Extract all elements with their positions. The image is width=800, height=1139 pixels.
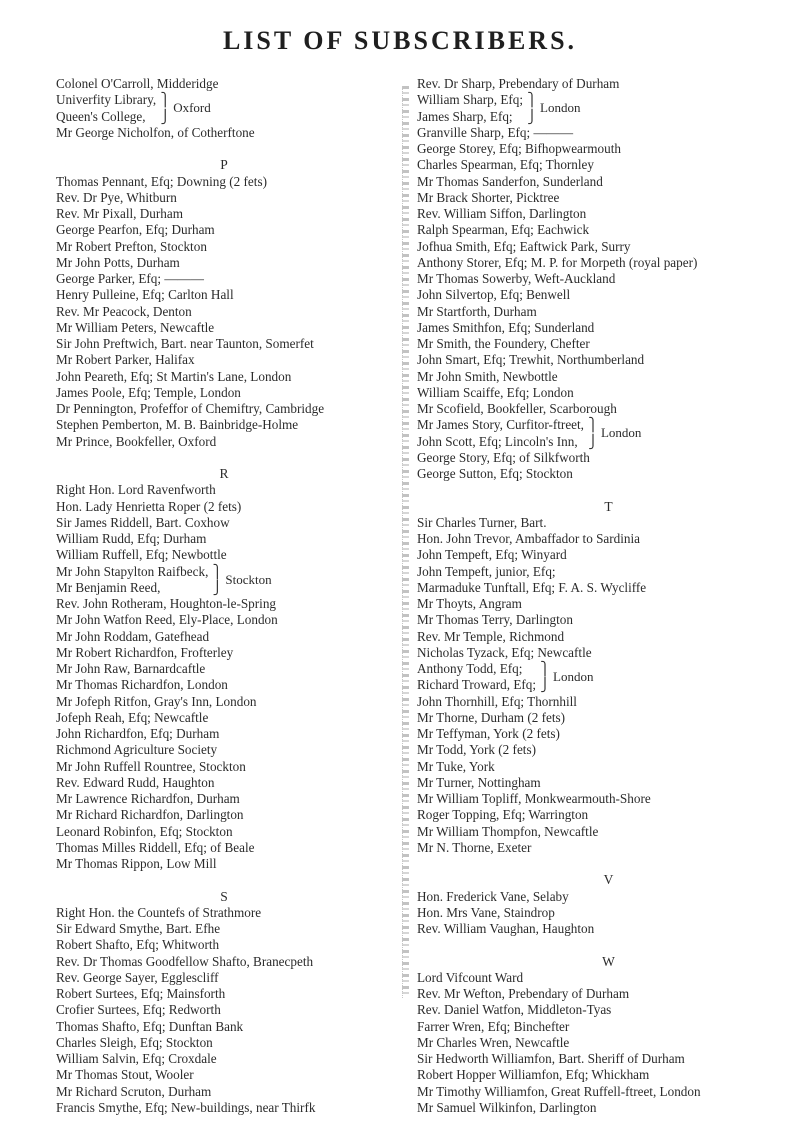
brace-icon: ⎫ ⎭ <box>527 92 537 124</box>
subscriber-entry: Mr Turner, Nottingham <box>417 774 541 790</box>
shared-location: London <box>540 100 581 116</box>
subscriber-entry: Farrer Wren, Efq; Binchefter <box>417 1018 570 1034</box>
subscriber-entry: Mr William Peters, Newcaftle <box>56 319 215 335</box>
subscriber-entry: Mr Richard Richardfon, Darlington <box>56 807 244 823</box>
subscriber-entry: Rev. William Vaughan, Haughton <box>417 921 595 936</box>
subscriber-entry: Mr Thomas Terry, Darlington <box>417 612 573 628</box>
subscriber-entry: Mr Startforth, Durham <box>417 303 537 319</box>
subscriber-entry: Marmaduke Tunftall, Efq; F. A. S. Wycliffe <box>417 579 647 595</box>
subscriber-column-left <box>56 76 392 1116</box>
subscriber-entry: Rev. Mr Wefton, Prebendary of Durham <box>417 986 630 1001</box>
subscriber-entry: Mr Thomas Sowerby, Weft-Auckland <box>417 271 616 286</box>
subscriber-entry: Mr Thomas Richardfon, London <box>56 677 228 693</box>
section-letter-heading: T <box>604 498 613 514</box>
subscriber-entry: Univerfity Library, <box>56 92 157 108</box>
subscriber-entry: Rev. William Siffon, Darlington <box>417 206 587 221</box>
subscriber-entry: John Thornhill, Efq; Thornhill <box>417 693 577 709</box>
subscriber-entry: Mr John Ruffell Rountree, Stockton <box>56 758 246 774</box>
subscriber-entry: John Peareth, Efq; St Martin's Lane, London <box>56 368 292 384</box>
subscriber-entry: Mr Thomas Sanderfon, Sunderland <box>417 173 603 189</box>
subscriber-entry: Rev. Dr Thomas Goodfellow Shafto, Branecpeth <box>56 953 314 969</box>
subscriber-entry: Mr John Watfon Reed, Ely-Place, London <box>56 612 278 628</box>
bracketed-subscriber-group <box>417 661 800 694</box>
section-letter-heading: W <box>602 953 615 969</box>
subscriber-entry: Mr William Topliff, Monkwearmouth-Shore <box>417 791 651 806</box>
subscriber-entry: Mr Timothy Williamfon, Great Ruffell-ftreet, London <box>417 1083 701 1099</box>
subscriber-entry: Mr John Potts, Durham <box>56 254 180 270</box>
subscriber-entry: Rev. Mr Temple, Richmond <box>417 628 565 644</box>
subscriber-entry: Mr William Thompfon, Newcaftle <box>417 823 599 839</box>
subscriber-entry: James Smithfon, Efq; Sunderland <box>417 319 595 335</box>
subscriber-entry: Rev. Mr Pixall, Durham <box>56 206 183 221</box>
shared-location: London <box>553 669 594 684</box>
column-divider-ornament <box>402 86 409 998</box>
subscriber-entry: Anthony Storer, Efq; M. P. for Morpeth (royal paper) <box>417 254 698 270</box>
subscriber-entry: Hon. Lady Henrietta Roper (2 fets) <box>56 498 242 514</box>
bracketed-subscriber-group <box>56 92 392 125</box>
subscriber-entry: Mr N. Thorne, Exeter <box>417 839 532 855</box>
subscriber-entry: Mr Tuke, York <box>417 758 495 774</box>
subscriber-entry: William Ruffell, Efq; Newbottle <box>56 547 227 563</box>
subscriber-entry: Hon. John Trevor, Ambaffador to Sardinia <box>417 531 641 546</box>
subscriber-entry: Mr Scofield, Bookfeller, Scarborough <box>417 401 617 416</box>
section-spacer <box>56 872 392 888</box>
subscriber-entry: Sir John Preftwich, Bart. near Taunton, Somerfet <box>56 336 314 351</box>
section-letter-heading: S <box>220 888 228 904</box>
subscriber-entry: Sir James Riddell, Bart. Coxhow <box>56 514 230 530</box>
subscriber-entry: Right Hon. the Countefs of Strathmore <box>56 904 262 920</box>
subscriber-entry: Sir Edward Smythe, Bart. Efhe <box>56 921 221 936</box>
subscriber-entry: George Pearfon, Efq; Durham <box>56 222 215 238</box>
subscriber-entry: Thomas Milles Riddell, Efq; of Beale <box>56 839 255 855</box>
subscriber-entry: Mr John Roddam, Gatefhead <box>56 628 210 644</box>
subscriber-entry: Mr John Stapylton Raifbeck, <box>56 563 209 579</box>
subscriber-entry: George Sutton, Efq; Stockton <box>417 466 573 481</box>
subscriber-entry: James Sharp, Efq; <box>417 108 513 124</box>
subscriber-entry: Thomas Pennant, Efq; Downing (2 fets) <box>56 173 267 189</box>
subscriber-entry: Mr James Story, Curfitor-ftreet, <box>417 417 584 433</box>
subscriber-entry: Robert Hopper Williamfon, Efq; Whickham <box>417 1067 650 1083</box>
subscriber-entry: Stephen Pemberton, M. B. Bainbridge-Holme <box>56 417 299 433</box>
subscriber-entry: Rev. Dr Pye, Whitburn <box>56 189 177 205</box>
subscriber-entry: John Richardfon, Efq; Durham <box>56 726 220 741</box>
subscriber-entry: Mr Todd, York (2 fets) <box>417 742 536 758</box>
subscriber-entry: Granville Sharp, Efq; ——— <box>417 124 574 140</box>
subscriber-entry: George Storey, Efq; Bifhopwearmouth <box>417 141 621 156</box>
subscriber-entry: Francis Smythe, Efq; New-buildings, near Thirfk <box>56 1099 316 1115</box>
subscriber-entry: Anthony Todd, Efq; <box>417 661 523 676</box>
subscriber-entry: Ralph Spearman, Efq; Eachwick <box>417 222 590 238</box>
brace-icon: ⎫ ⎭ <box>160 92 171 124</box>
subscriber-entry: Mr Thoyts, Angram <box>417 596 522 611</box>
subscriber-entry: Nicholas Tyzack, Efq; Newcaftle <box>417 644 592 660</box>
section-letter-heading: V <box>603 872 614 888</box>
subscriber-entry: Mr Lawrence Richardfon, Durham <box>56 791 240 806</box>
subscriber-entry: Lord Vifcount Ward <box>417 969 524 985</box>
subscriber-entry: Jofhua Smith, Efq; Eaftwick Park, Surry <box>417 238 631 254</box>
subscriber-entry: Sir Hedworth Williamfon, Bart. Sheriff of Durham <box>417 1051 685 1066</box>
section-spacer <box>417 937 800 953</box>
subscriber-entry: Queen's College, <box>56 108 146 124</box>
subscriber-entry: William Sharp, Efq; <box>417 92 524 108</box>
subscriber-entry: Rev. George Sayer, Egglescliff <box>56 969 219 985</box>
subscriber-entry: Jofeph Reah, Efq; Newcaftle <box>56 709 209 725</box>
subscriber-entry: Sir Charles Turner, Bart. <box>417 514 547 530</box>
subscriber-entry: Richmond Agriculture Society <box>56 742 218 758</box>
subscriber-entry: Mr Jofeph Ritfon, Gray's Inn, London <box>56 693 257 709</box>
subscriber-entry: Mr John Smith, Newbottle <box>417 368 558 384</box>
subscriber-entry: John Silvertop, Efq; Benwell <box>417 287 571 303</box>
subscriber-entry: Mr Samuel Wilkinfon, Darlington <box>417 1099 597 1115</box>
subscriber-entry: Hon. Frederick Vane, Selaby <box>417 888 569 904</box>
subscriber-entry: Mr Benjamin Reed, <box>56 579 161 595</box>
subscriber-entry: Mr Robert Parker, Halifax <box>56 352 195 368</box>
subscriber-entry: William Scaiffe, Efq; London <box>417 384 574 400</box>
subscriber-entry: Roger Topping, Efq; Warrington <box>417 807 589 823</box>
brace-icon: ⎫ ⎭ <box>588 417 598 449</box>
subscriber-entry: Hon. Mrs Vane, Staindrop <box>417 904 555 920</box>
subscriber-entry: Rev. John Rotheram, Houghton-le-Spring <box>56 596 277 611</box>
subscriber-entry: Leonard Robinfon, Efq; Stockton <box>56 823 233 839</box>
subscriber-entry: Rev. Daniel Watfon, Middleton-Tyas <box>417 1002 612 1018</box>
bracketed-subscriber-group <box>56 564 392 597</box>
subscriber-entry: Dr Pennington, Profeffor of Chemiftry, Cambridge <box>56 401 325 416</box>
subscriber-entry: John Tempeft, junior, Efq; <box>417 563 556 579</box>
section-spacer <box>56 141 392 157</box>
subscriber-entry: Mr Prince, Bookfeller, Oxford <box>56 433 217 449</box>
subscriber-entry: Mr Robert Prefton, Stockton <box>56 238 207 254</box>
subscriber-entry: Mr George Nicholfon, of Cotherftone <box>56 124 255 140</box>
subscriber-entry: Mr Thomas Stout, Wooler <box>56 1067 194 1083</box>
subscriber-entry: Mr Robert Richardfon, Frofterley <box>56 644 234 660</box>
subscriber-entry: John Tempeft, Efq; Winyard <box>417 547 567 563</box>
subscriber-entry: Charles Spearman, Efq; Thornley <box>417 157 595 173</box>
bracketed-subscriber-group <box>417 92 800 125</box>
subscriber-entry: Mr Smith, the Foundery, Chefter <box>417 336 590 351</box>
subscriber-entry: Henry Pulleine, Efq; Carlton Hall <box>56 287 234 303</box>
subscriber-entry: George Story, Efq; of Silkfworth <box>417 449 590 465</box>
section-letter-heading: P <box>220 157 228 173</box>
subscriber-entry: James Poole, Efq; Temple, London <box>56 384 241 400</box>
subscriber-entry: Rev. Edward Rudd, Haughton <box>56 774 215 790</box>
subscriber-entry: Crofier Surtees, Efq; Redworth <box>56 1002 221 1018</box>
shared-location: Oxford <box>173 100 211 116</box>
section-spacer <box>56 450 392 466</box>
section-spacer <box>417 856 800 872</box>
subscriber-entry: Rev. Dr Sharp, Prebendary of Durham <box>417 76 620 91</box>
subscriber-column-right <box>417 76 800 1116</box>
subscriber-entry: John Scott, Efq; Lincoln's Inn, <box>417 433 578 449</box>
bracketed-subscriber-group <box>417 417 800 450</box>
shared-location: London <box>600 425 642 441</box>
subscriber-entry: Colonel O'Carroll, Midderidge <box>56 76 219 91</box>
subscriber-entry: John Smart, Efq; Trewhit, Northumberland <box>417 352 645 368</box>
subscriber-entry: Mr Teffyman, York (2 fets) <box>417 726 560 741</box>
subscriber-entry: Mr John Raw, Barnardcaftle <box>56 661 206 676</box>
brace-icon: ⎫ ⎭ <box>540 661 550 693</box>
subscriber-entry: George Parker, Efq; ——— <box>56 271 204 286</box>
subscriber-entry: Mr Thomas Rippon, Low Mill <box>56 856 217 871</box>
subscriber-entry: Thomas Shafto, Efq; Dunftan Bank <box>56 1018 244 1034</box>
shared-location: Stockton <box>225 571 272 587</box>
subscriber-entry: Mr Richard Scruton, Durham <box>56 1083 212 1099</box>
section-letter-heading: R <box>219 466 229 481</box>
subscriber-entry: William Rudd, Efq; Durham <box>56 531 207 546</box>
page-title: LIST OF SUBSCRIBERS. <box>222 26 578 55</box>
subscriber-entry: Rev. Mr Peacock, Denton <box>56 303 192 319</box>
subscriber-entry: William Salvin, Efq; Croxdale <box>56 1051 217 1066</box>
subscriber-entry: Mr Charles Wren, Newcaftle <box>417 1034 570 1050</box>
subscriber-entry: Charles Sleigh, Efq; Stockton <box>56 1034 213 1050</box>
subscriber-entry: Mr Brack Shorter, Picktree <box>417 189 560 205</box>
subscriber-entry: Robert Shafto, Efq; Whitworth <box>56 937 220 953</box>
subscriber-entry: Richard Troward, Efq; <box>417 677 537 693</box>
subscriber-entry: Robert Surtees, Efq; Mainsforth <box>56 986 226 1001</box>
section-spacer <box>417 482 800 498</box>
subscriber-entry: Right Hon. Lord Ravenfworth <box>56 482 216 498</box>
subscriber-entry: Mr Thorne, Durham (2 fets) <box>417 709 566 725</box>
brace-icon: ⎫ ⎭ <box>212 563 223 595</box>
